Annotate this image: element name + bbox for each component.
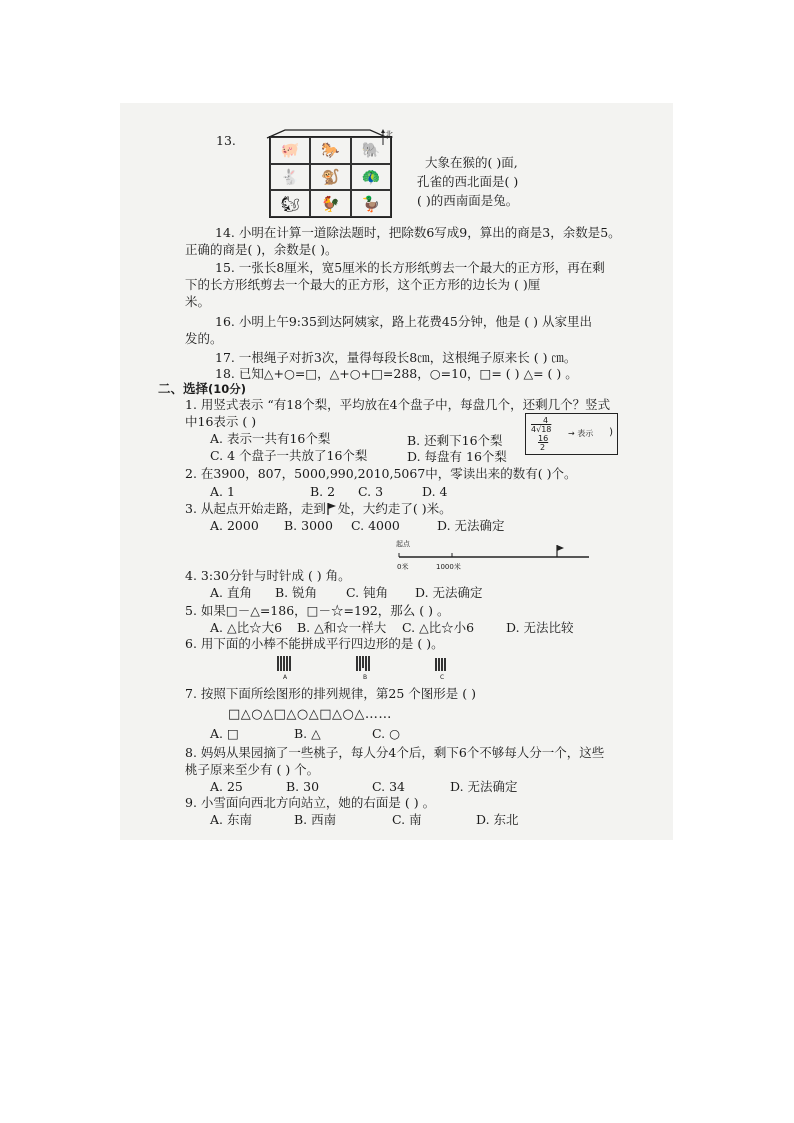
c3-line1: [185, 501, 452, 516]
rabbit-icon: 🐇: [270, 164, 310, 191]
section2-score: (10分): [208, 382, 247, 396]
horse-icon: 🐎: [310, 137, 350, 164]
q16-line1: 16. 小明上午9:35到达阿姨家，路上花费45分钟，他是 ( ) 从家里出: [215, 314, 593, 329]
c4-optC: C. 钝角: [346, 585, 389, 600]
animal-grid: [269, 136, 392, 218]
chicken-icon: 🐓: [310, 190, 350, 217]
c1-optD: D. 每盘有 16个梨: [407, 449, 507, 464]
c9-line1: 9. 小雪面向西北方向站立，她的右面是 ( ) 。: [185, 795, 436, 810]
remainder-2: 2: [540, 443, 546, 452]
sticks-label-b: B: [363, 674, 368, 681]
c4-line1: 4. 3:30分针与时针成 ( ) 角。: [185, 568, 351, 583]
c9-optD: D. 东北: [476, 812, 519, 827]
q16-line2: 发的。: [185, 331, 223, 346]
stick: [444, 658, 446, 671]
quotient: 4: [543, 416, 549, 425]
sticks-label-c: C: [440, 674, 445, 681]
c9-optC: C. 南: [392, 812, 422, 827]
stick: [356, 656, 358, 671]
c9-optB: B. 西南: [294, 812, 337, 827]
monkey-icon: 🐒: [310, 164, 350, 191]
stick: [359, 656, 361, 671]
c8-line2: 桃子原来至少有 ( ) 个。: [185, 762, 320, 777]
c3-line1a: 3. 从起点开始走路，走到: [185, 501, 326, 516]
division-work: [531, 416, 551, 452]
c3-line1b: 处，大约走了( )米。: [337, 501, 452, 516]
stick: [286, 656, 288, 671]
c8-line1: 8. 妈妈从果园摘了一些桃子，每人分4个后，剩下6个不够每人分一个，这些: [185, 745, 605, 760]
q13-line2: 孔雀的西北面是( ): [417, 174, 519, 189]
stick: [283, 656, 285, 671]
ruler-start-label: 起点: [396, 540, 410, 548]
sticks-group-c: [435, 658, 446, 671]
q14-line1: 14. 小明在计算一道除法题时，把除数6写成9，算出的商是3，余数是5。: [215, 225, 621, 240]
duck-icon: 🦆: [351, 190, 391, 217]
product-16: 16: [538, 434, 549, 443]
ruler-zero-label: 0米: [397, 563, 409, 571]
c9-optA: A. 东南: [210, 812, 252, 827]
q15-line2: 下的长方形纸剪去一个最大的正方形，这个正方形的边长为 ( )厘: [185, 277, 541, 292]
c5-optA: A. △比☆大6: [210, 620, 283, 635]
q13-line1: 大象在猴的( )面,: [425, 155, 518, 170]
stick: [280, 656, 282, 671]
c4-optB: B. 锐角: [275, 585, 318, 600]
shape-pattern: □△○△□△○△□△○△……: [228, 707, 392, 722]
box-paren: ): [609, 427, 613, 438]
squirrel-icon: 🐿: [270, 190, 310, 217]
stick: [435, 658, 437, 671]
division-expression: 4√18: [531, 425, 552, 434]
north-label: 北: [385, 130, 393, 139]
c3-optC: C. 4000: [351, 518, 400, 533]
stick: [441, 658, 443, 671]
c7-optC: C. ○: [372, 726, 400, 741]
q15-line3: 米。: [185, 294, 211, 309]
stick: [277, 656, 279, 671]
c5-optB: B. △和☆一样大: [297, 620, 387, 635]
c6-line1: 6. 用下面的小棒不能拼成平行四边形的是 ( )。: [185, 636, 444, 651]
c2-optA: A. 1: [210, 484, 235, 499]
c3-optA: A. 2000: [210, 518, 259, 533]
c1-line2: 中16表示 ( ): [185, 414, 257, 429]
c8-optA: A. 25: [210, 779, 243, 794]
pig-icon: 🐖: [270, 137, 310, 164]
q15-line1: 15. 一张长8厘米，宽5厘米的长方形纸剪去一个最大的正方形，再在剩: [215, 260, 605, 275]
c8-optD: D. 无法确定: [450, 779, 518, 794]
c2-line1: 2. 在3900，807，5000,990,2010,5067中，零读出来的数有( )个。: [185, 466, 577, 481]
c3-optD: D. 无法确定: [437, 518, 505, 533]
c5-optD: D. 无法比较: [506, 620, 574, 635]
elephant-icon: 🐘: [351, 137, 391, 164]
q13-number: 13.: [216, 133, 236, 148]
arrow-label: → 表示: [568, 429, 594, 438]
c8-optC: C. 34: [372, 779, 405, 794]
c7-line1: 7. 按照下面所绘图形的排列规律，第25 个图形是 ( ): [185, 686, 476, 701]
c1-optC: C. 4 个盘子一共放了16个梨: [210, 448, 368, 463]
c2-optC: C. 3: [358, 484, 384, 499]
q18-line1: 18. 已知△+○=□，△+○+□=288，○=10，□= ( ) △= ( ) 。: [215, 366, 578, 381]
flag-icon: [326, 502, 338, 515]
c1-optA: A. 表示一共有16个梨: [210, 431, 331, 446]
stick: [289, 656, 291, 671]
long-division-box: [525, 413, 618, 455]
stick: [365, 656, 367, 671]
c5-optC: C. △比☆小6: [402, 620, 475, 635]
c7-optB: B. △: [294, 726, 321, 741]
scanned-page: [120, 103, 673, 840]
c4-optD: D. 无法确定: [415, 585, 483, 600]
c2-optB: B. 2: [310, 484, 336, 499]
c2-optD: D. 4: [422, 484, 448, 499]
stick: [438, 658, 440, 671]
c7-optA: A. □: [210, 726, 239, 741]
ruler-1000-label: 1000米: [436, 563, 461, 571]
stick: [368, 656, 370, 671]
section2-title: [158, 381, 246, 397]
c8-optB: B. 30: [286, 779, 320, 794]
sticks-group-b: [356, 656, 370, 671]
q13-line3: ( )的西南面是兔。: [417, 193, 519, 208]
q17-line1: 17. 一根绳子对折3次，量得每段长8㎝，这根绳子原来长 ( ) ㎝。: [215, 350, 577, 365]
q14-line2: 正确的商是( )，余数是( )。: [185, 242, 338, 257]
section2-title-text: 二、选择: [158, 381, 209, 396]
c4-optA: A. 直角: [210, 585, 252, 600]
sticks-label-a: A: [283, 674, 288, 681]
sticks-group-a: [277, 656, 291, 671]
stick: [362, 656, 364, 668]
c3-optB: B. 3000: [284, 518, 333, 533]
c1-optB: B. 还剩下16个梨: [407, 433, 503, 448]
peacock-icon: 🦚: [351, 164, 391, 191]
distance-ruler: [395, 535, 595, 575]
c5-line1: 5. 如果□－△=186，□－☆=192，那么 ( ) 。: [185, 603, 450, 618]
c1-line1: 1. 用竖式表示 “有18个梨，平均放在4个盘子中，每盘几个，还剩几个？竖式: [185, 397, 611, 412]
